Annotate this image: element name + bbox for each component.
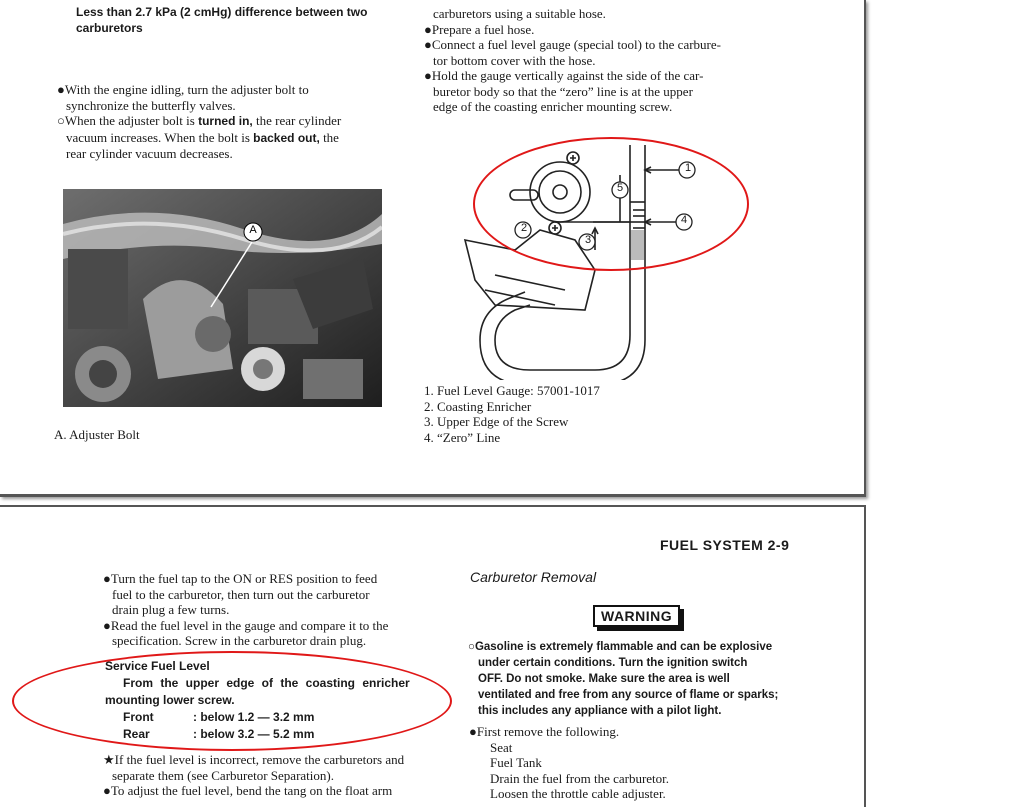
instruction-line: ●Connect a fuel level gauge (special tool) to the carbure- (424, 37, 721, 52)
spec-desc-line: From the upper edge of the coasting enricher (123, 676, 410, 690)
warning-line: under certain conditions. Turn the ignition switch (478, 657, 748, 669)
step-line: specification. Screw in the carburetor drain plug. (112, 633, 367, 648)
text-span: vacuum increases. When the bolt is (66, 129, 250, 145)
spec-line-2: carburetors (76, 21, 143, 35)
removal-list (469, 724, 809, 802)
instruction-line: ●Prepare a fuel hose. (424, 21, 535, 37)
step-line: ●Turn the fuel tap to the ON or RES position to feed (103, 571, 378, 586)
spec-row-label: Rear (123, 727, 150, 741)
step-line: ★If the fuel level is incorrect, remove the carburetors and (103, 752, 405, 767)
photo-caption: A. Adjuster Bolt (54, 427, 140, 442)
instruction-line: edge of the coasting enricher mounting screw. (433, 99, 673, 114)
warning-label: WARNING (593, 605, 680, 627)
legend-item: 2. Coasting Enricher (424, 398, 532, 414)
text-span: the rear cylinder (256, 113, 342, 128)
manual-page-bottom (0, 505, 866, 807)
removal-intro: ●First remove the following. (469, 724, 620, 739)
diagram-highlight-ring (473, 137, 749, 271)
spec-row-value: : below 3.2 — 5.2 mm (193, 727, 315, 741)
callout-5: 5 (616, 182, 624, 194)
adjustment-steps (103, 752, 443, 799)
fuel-level-steps (103, 571, 443, 649)
removal-item: Seat (490, 739, 513, 755)
engine-photo-image (63, 189, 382, 407)
gauge-instructions (424, 6, 764, 115)
step-line: drain plug a few turns. (112, 602, 230, 617)
removal-item: Fuel Tank (490, 755, 542, 770)
warning-line: this includes any appliance with a pilot light. (478, 705, 722, 717)
step-line: separate them (see Carburetor Separation). (112, 767, 334, 783)
instruction-line (57, 113, 397, 130)
callout-3: 3 (584, 234, 592, 246)
spec-line-1: Less than 2.7 kPa (2 cmHg) difference between two (76, 5, 368, 19)
removal-item: Loosen the throttle cable adjuster. (490, 786, 666, 801)
instruction-line: tor bottom cover with the hose. (433, 52, 596, 68)
instruction-line: buretor body so that the “zero” line is at the upper (433, 83, 693, 99)
adjuster-instructions (57, 82, 397, 162)
callout-4: 4 (680, 214, 688, 226)
text-span: ○When the adjuster bolt is (57, 113, 195, 128)
warning-text (468, 639, 808, 719)
spec-highlight-ring (12, 651, 452, 751)
spec-row-value: : below 1.2 — 3.2 mm (193, 710, 315, 724)
warning-line: ventilated and free from any source of flame or sparks; (478, 689, 779, 701)
carburetor-removal-title: Carburetor Removal (470, 569, 597, 585)
step-line: ●To adjust the fuel level, bend the tang on the float arm (103, 783, 393, 798)
instruction-line: rear cylinder vacuum decreases. (66, 146, 233, 161)
warning-line: OFF. Do not smoke. Make sure the area is well (478, 673, 730, 685)
warning-line: ○Gasoline is extremely flammable and can be explosive (468, 641, 773, 653)
instruction-line: carburetors using a suitable hose. (433, 6, 606, 21)
step-line: fuel to the carburetor, then turn out the carburetor (112, 586, 370, 602)
vacuum-difference-spec (76, 4, 367, 36)
removal-item: Drain the fuel from the carburetor. (490, 770, 670, 786)
instruction-line (57, 130, 397, 147)
legend-item: 3. Upper Edge of the Screw (424, 414, 569, 429)
spec-row-label: Front (123, 710, 154, 724)
instruction-line: synchronize the butterfly valves. (66, 97, 236, 113)
spec-desc-line: mounting lower screw. (105, 693, 235, 707)
legend-item: 1. Fuel Level Gauge: 57001-1017 (424, 383, 600, 398)
spec-title: Service Fuel Level (105, 659, 210, 673)
text-span: the (323, 129, 339, 145)
diagram-legend (424, 383, 600, 445)
legend-item: 4. “Zero” Line (424, 429, 501, 445)
callout-1: 1 (684, 162, 692, 174)
backed-out-text: backed out, (253, 130, 320, 145)
step-line: ●Read the fuel level in the gauge and compare it to the (103, 617, 389, 633)
callout-2: 2 (520, 222, 528, 234)
turned-in-text: turned in, (198, 114, 253, 128)
instruction-line: ●Hold the gauge vertically against the side of the car- (424, 68, 704, 83)
instruction-line: ●With the engine idling, turn the adjuster bolt to (57, 82, 309, 97)
photo-label-a: A (249, 224, 257, 236)
adjuster-bolt-photo (63, 189, 382, 407)
section-header: FUEL SYSTEM 2-9 (660, 537, 790, 553)
